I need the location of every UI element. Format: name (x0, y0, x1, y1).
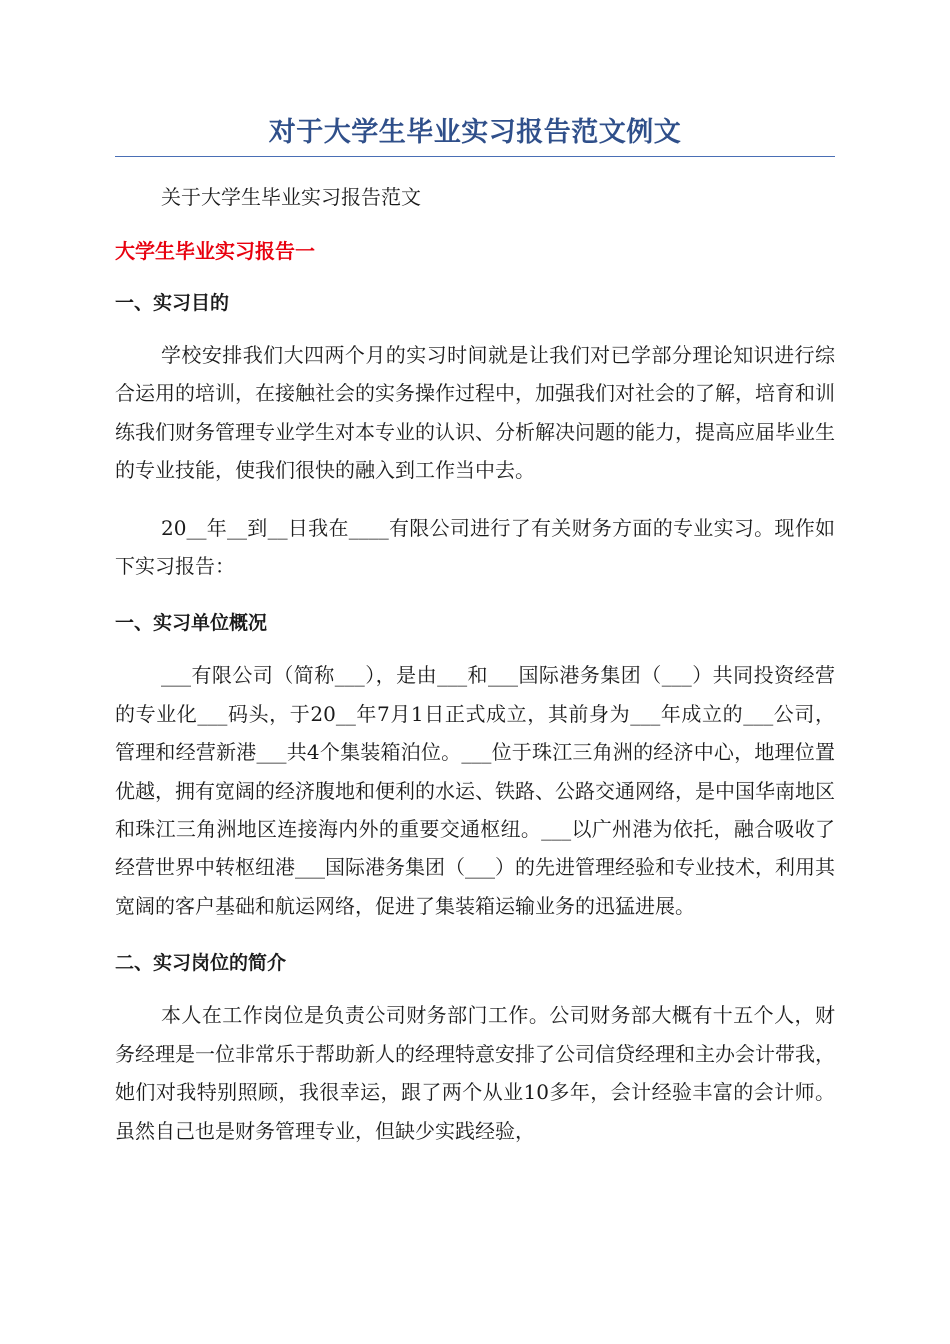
document-subtitle: 关于大学生毕业实习报告范文 (161, 185, 421, 209)
paragraph-internship-date: 20__年__到__日我在____有限公司进行了有关财务方面的专业实习。现作如下实习报告： (115, 515, 835, 579)
section-heading-company-overview: 一、实习单位概况 (115, 612, 268, 635)
paragraph-position: 本人在工作岗位是负责公司财务部门工作。公司财务部大概有十五个人，财务经理是一位非常乐于帮助新人的经理特意安排了公司信贷经理和主办会计带我，她们对我特别照顾，我很幸运，跟了两个从业10多年，会计经验丰富的会计师。虽然自己也是财务管理专业，但缺少实践经验， (115, 1003, 835, 1143)
report-heading: 大学生毕业实习报告一 (115, 239, 315, 263)
document-title: 对于大学生毕业实习报告范文例文 (115, 110, 835, 157)
paragraph-company-overview: ___有限公司（简称___），是由___和___国际港务集团（___）共同投资经营的专业化___码头，于20__年7月1日正式成立，其前身为___年成立的___公司，管理和经营新港___共4个集装箱泊位。___位于珠江三角洲的经济中心，地理位置优越，拥有宽阔的经济腹地和便利的水运、铁路、公路交通网络，是中国华南地区和珠江三角洲地区连接海内外的重要交通枢纽。___以广州港为依托，融合吸收了经营世界中转枢纽港___国际港务集团（___）的先进管理经验和专业技术，利用其宽阔的客户基础和航运网络，促进了集装箱运输业务的迅猛进展。 (115, 663, 835, 918)
section-heading-purpose: 一、实习目的 (115, 292, 230, 314)
paragraph-purpose: 学校安排我们大四两个月的实习时间就是让我们对已学部分理论知识进行综合运用的培训，在接触社会的实务操作过程中，加强我们对社会的了解，培育和训练我们财务管理专业学生对本专业的认识、分析解决问题的能力，提高应届毕业生的专业技能，使我们很快的融入到工作当中去。 (115, 343, 835, 483)
section-heading-position: 二、实习岗位的简介 (115, 952, 287, 975)
document-page (115, 110, 835, 1150)
